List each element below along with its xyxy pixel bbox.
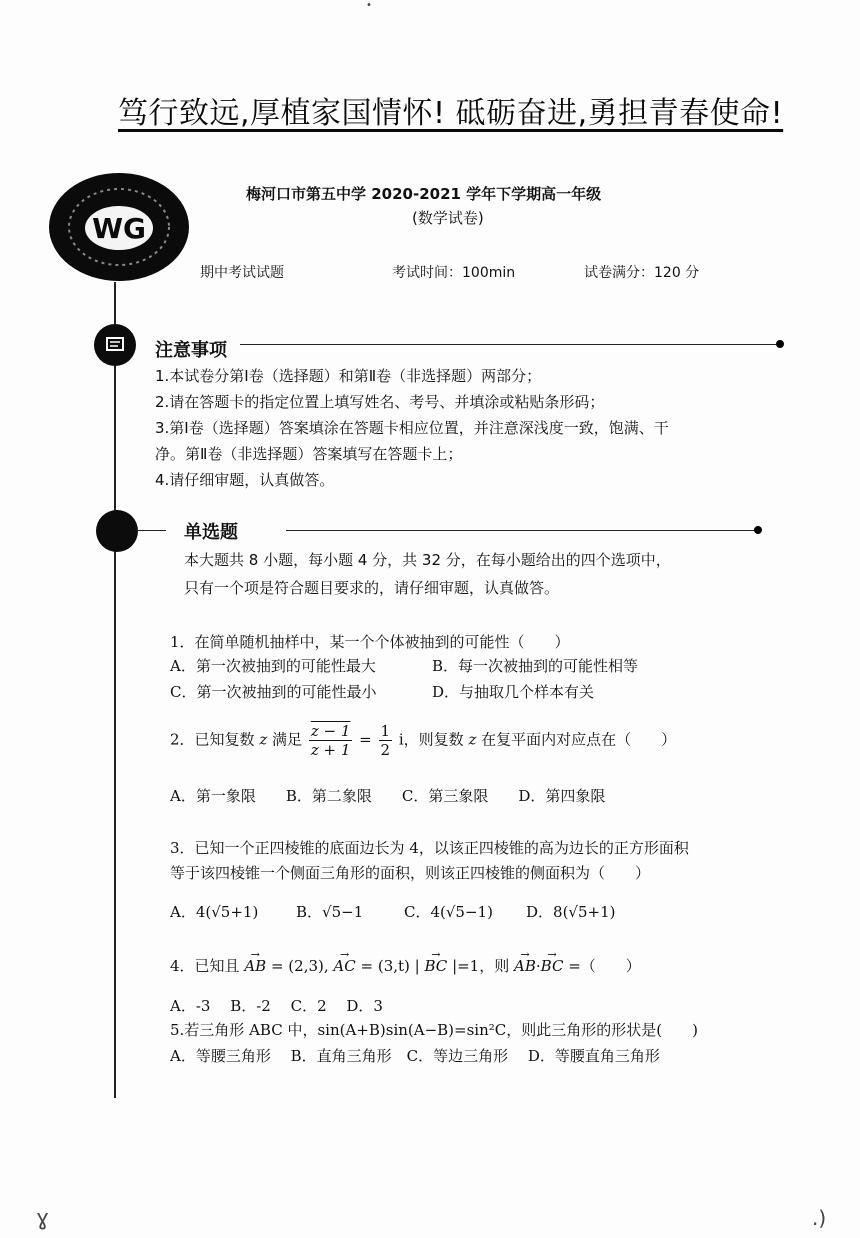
question-1-option-d: D．与抽取几个样本有关: [432, 683, 595, 701]
notice-item: 3.第Ⅰ卷（选择题）答案填涂在答题卡相应位置，并注意深浅度一致，饱满、干: [155, 419, 669, 437]
question-3-option-a: A．4(√5+1): [170, 903, 259, 921]
single-choice-divider-dot: [754, 526, 762, 534]
q4-dot: ·: [535, 957, 541, 975]
notice-title: 注意事项: [155, 340, 227, 361]
vector-ab-2: → AB: [514, 956, 536, 976]
scan-mark: ɣ: [36, 1206, 50, 1231]
q2-variable-z2: z: [468, 730, 477, 749]
notice-item: 4.请仔细审题，认真做答。: [155, 471, 335, 489]
exam-type: 期中考试试题: [200, 265, 284, 281]
full-score: 试卷满分：120 分: [584, 265, 700, 281]
question-4-stem: [170, 956, 641, 976]
q2-half-denominator: 2: [380, 741, 391, 759]
single-choice-section-icon: [96, 510, 138, 552]
q2-half-numerator: 1: [380, 722, 391, 740]
vector-ab: → AB: [244, 956, 266, 976]
q2-variable-z: z: [259, 730, 268, 749]
notice-section-icon: [94, 324, 136, 366]
question-3-option-d: D．8(√5+1): [526, 903, 616, 921]
question-1-option-c: C．第一次被抽到的可能性最小: [170, 683, 377, 701]
single-choice-connector: [136, 530, 166, 531]
question-4-options: A．-3 B．-2 C．2 D．3: [170, 997, 383, 1015]
notice-item: 净。第Ⅱ卷（非选择题）答案填写在答题卡上；: [155, 445, 463, 463]
single-choice-intro: 本大题共 8 小题，每小题 4 分，共 32 分，在每小题给出的四个选项中，: [184, 551, 671, 569]
q4-suffix: =（ ）: [568, 957, 641, 975]
notice-item: 1.本试卷分第Ⅰ卷（选择题）和第Ⅱ卷（非选择题）两部分；: [155, 367, 542, 385]
question-3-line-2: 等于该四棱锥一个侧面三角形的面积，则该正四棱锥的侧面积为（ ）: [170, 864, 651, 882]
question-2-options: A．第一象限 B．第二象限 C．第三象限 D．第四象限: [170, 787, 606, 805]
question-1-option-a: A．第一次被抽到的可能性最大: [170, 657, 376, 675]
q4-prefix: 4．已知且: [170, 957, 240, 975]
logo-letters: WG: [92, 212, 146, 245]
q2-half: [379, 722, 393, 759]
question-1-option-b: B．每一次被抽到的可能性相等: [432, 657, 639, 675]
single-choice-divider: [286, 530, 758, 531]
timeline-line: [114, 282, 116, 1098]
vector-ac: → AC: [333, 956, 355, 976]
scan-mark: •: [366, 0, 372, 11]
subject-label: (数学试卷): [412, 209, 484, 227]
motto-banner: 笃行致远,厚植家国情怀! 砥砺奋进,勇担青春使命!: [118, 96, 784, 131]
question-1-stem: 1．在简单随机抽样中，某一个个体被抽到的可能性（ ）: [170, 633, 570, 651]
school-logo: [48, 172, 190, 282]
notice-item: 2.请在答题卡的指定位置上填写姓名、考号、并填涂或粘贴条形码；: [155, 393, 605, 411]
single-choice-title: 单选题: [184, 522, 238, 543]
q2-imag: i，则复数: [398, 730, 464, 749]
q4-value-ab: = (2,3),: [270, 957, 329, 975]
question-5-options: A．等腰三角形 B．直角三角形 C．等边三角形 D．等腰直角三角形: [170, 1047, 660, 1065]
question-3-line-1: 3．已知一个正四棱锥的底面边长为 4，以该正四棱锥的高为边长的正方形面积: [170, 839, 689, 857]
notice-divider-dot: [776, 340, 784, 348]
question-2-stem: [170, 722, 676, 759]
q2-fraction-numerator: z − 1: [310, 722, 351, 740]
vector-bc: → BC: [425, 956, 448, 976]
single-choice-intro: 只有一个项是符合题目要求的，请仔细审题，认真做答。: [184, 579, 560, 597]
exam-time: 考试时间：100min: [392, 265, 516, 281]
vector-bc-2: → BC: [541, 956, 564, 976]
question-3-option-b: B．√5−1: [296, 903, 364, 921]
q4-value-bc: |=1，则: [452, 957, 510, 975]
q2-mid: 满足: [272, 730, 303, 749]
q2-suffix: 在复平面内对应点在（ ）: [481, 730, 677, 749]
q2-equals: =: [359, 730, 372, 749]
notice-divider: [240, 344, 780, 345]
q2-fraction: [309, 722, 353, 759]
q2-fraction-denominator: z + 1: [310, 741, 351, 759]
q2-prefix: 2．已知复数: [170, 730, 255, 749]
scan-mark: .): [812, 1206, 827, 1230]
question-5-stem: 5.若三角形 ABC 中，sin(A+B)sin(A−B)=sin²C，则此三角形的形状是( ): [170, 1021, 698, 1039]
question-3-option-c: C．4(√5−1): [404, 903, 493, 921]
school-title: 梅河口市第五中学 2020-2021 学年下学期高一年级: [246, 185, 602, 203]
q4-value-ac: = (3,t) |: [360, 957, 420, 975]
